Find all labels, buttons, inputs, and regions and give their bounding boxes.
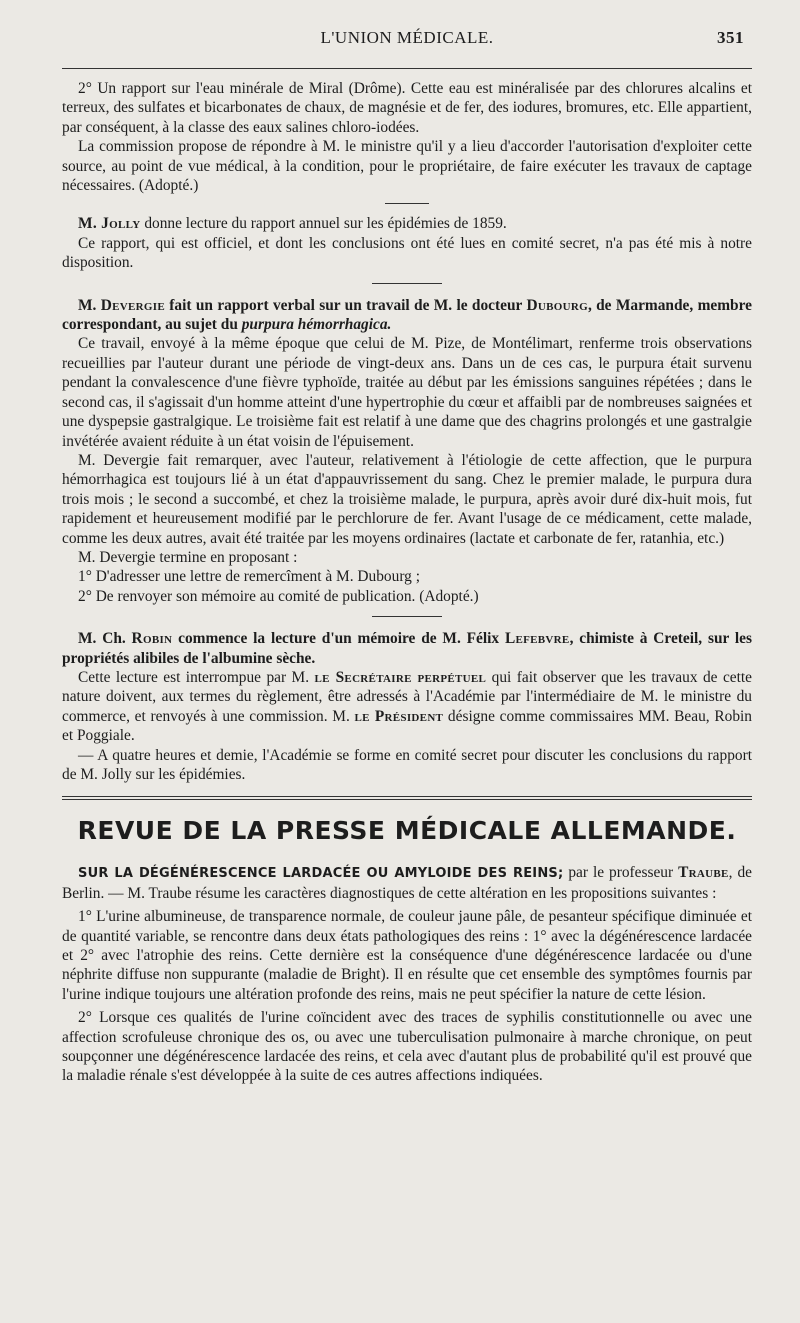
separator-rule [372,283,442,284]
name-devergie: Devergie [100,296,165,314]
name-robin: Robin [131,630,173,648]
title-secretaire: le Secrétaire perpétuel [314,668,487,686]
paragraph-traube-lead: SUR LA DÉGÉNÉRESCENCE LARDACÉE OU AMYLOIDE DES REINS; par le professeur Traube, de Berlin. — M. Traube résume les caractères diagnostiques de cette altération en les propositions suivantes : [62,864,752,902]
paragraph-proposition-1: 1° L'urine albumineuse, de transparence normale, de couleur jaune pâle, de pesanteur spécifique diminuée et de quantité variable, se rencontre dans deux états pathologiques des reins : 1° avec la dégénérescence lardacée et 2° avec l'atrophie des reins. Cette dernière est la conséquence d'une dégénérescence lardacée ou d'une néphrite diffuse non suppurante (maladie de Bright). Il en résulte que cet ensemble des symptômes fournis par l'urine indique toujours une altération profonde des reins, mais ne peut spécifier la nature de cette lésion. [62,908,752,1003]
running-title: L'UNION MÉDICALE. [320,28,494,47]
list-item-thanks: 1° D'adresser une lettre de remercîment à M. Dubourg ; [78,568,420,586]
list-item-publication: 2° De renvoyer son mémoire au comité de publication. (Adopté.) [78,587,479,605]
paragraph-miral-report: 2° Un rapport sur l'eau minérale de Miral (Drôme). Cette eau est minéralisée par des chlorures alcalins et terreux, des sulfates et bicarbonates de chaux, de magnésie et de fer, des iodures, bromures, etc. Elle appartient, par conséquent, à la classe des eaux salines chloro-iodées. [62,80,752,136]
paragraph-secret-committee: — A quatre heures et demie, l'Académie se forme en comité secret pour discuter les conclusions du rapport de M. Jolly sur les épidémies. [62,746,752,783]
paragraph-devergie-report: M. Devergie fait un rapport verbal sur un travail de M. le docteur Dubourg, de Marmande, membre correspondant, au sujet du purpura hémorrhagica. [62,296,752,334]
name-traube: Traube [678,864,729,882]
section-divider [62,796,752,800]
paragraph-three-observations: Ce travail, envoyé à la même époque que celui de M. Pize, de Montélimart, renferme trois observations recueillies par l'auteur durant une période de vingt-deux ans. Dans un de ces cas, le purpura était survenu pendant la convalescence d'une fièvre typhoïde, traitée au début par les émissions sanguines répétées ; dans le second cas, il s'agissait d'un homme atteint d'une hypertrophie du cœur et affaibli par de nombreuses saignées et une dyspepsie gastralgique. Le troisième fait est relatif à une dame que des chagrins prolongés et une gastralgie invétérée avaient réduite à un état voisin de l'épuisement. [62,335,752,450]
separator-rule [385,203,429,204]
separator-rule [372,616,442,617]
paragraph-interruption: Cette lecture est interrompue par M. le Secrétaire perpétuel qui fait observer que les travaux de cette nature doivent, aux termes du règlement, être adressés à l'Académie par l'intermédiaire de M. le ministre du commerce, et renvoyés à une commission. M. le Président désigne comme commissaires MM. Beau, Robin et Poggiale. [62,668,752,745]
name-lefebvre: Lefebvre [504,630,570,648]
paragraph-etiology: M. Devergie fait remarquer, avec l'auteur, relativement à l'étiologie de cette affection, que le purpura hémorrhagica est toujours lié à un état d'appauvrissement du sang. Chez le premier malade, le purpura dura trois mois ; le second a succombé, et chez la troisième malade, le purpura, après avoir duré dix-huit mois, fut rapidement et heureusement modifié par le perchlorure de fer. Avant l'usage de ce médicament, cette malade, comme les deux autres, avait été traitée par les moyens ordinaires (lactate et carbonate de fer, ratanhia, etc.) [62,451,752,547]
paragraph-proposal: M. Devergie termine en proposant : [78,548,298,566]
paragraph-robin-reading: M. Ch. Robin commence la lecture d'un mémoire de M. Félix Lefebvre, chimiste à Creteil, sur les propriétés alibiles de l'albumine sèche. [62,630,752,667]
header-rule [62,68,752,69]
paragraph-jolly: M. Jolly donne lecture du rapport annuel sur les épidémies de 1859. [78,215,507,233]
running-header [62,24,752,54]
article-heading: SUR LA DÉGÉNÉRESCENCE LARDACÉE OU AMYLOIDE DES REINS; [78,866,564,882]
section-title: REVUE DE LA PRESSE MÉDICALE ALLEMANDE. [77,816,737,846]
paragraph-commission-proposal: La commission propose de répondre à M. le ministre qu'il y a lieu d'accorder l'autorisation d'exploiter cette source, au point de vue médical, à la condition, pour le propriétaire, de faire exécuter les travaux de captage nécessaires. (Adopté.) [62,138,752,195]
term-purpura: purpura hémorrhagica. [241,316,392,334]
paragraph-official-report: Ce rapport, qui est officiel, et dont les conclusions ont été lues en comité secret, n'a pas été mis à notre disposition. [62,234,752,272]
title-president: le Président [354,707,444,725]
paragraph-proposition-2: 2° Lorsque ces qualités de l'urine coïncident avec des traces de syphilis constitutionnelle ou avec une affection scrofuleuse chronique des os, ou avec une tuberculisation pulmonaire à marche chronique, on peut soupçonner une dégénérescence lardacée des reins, et cela avec d'autant plus de probabilité qu'il est prouvé que la maladie rénale s'est développée à la suite de ces autres affections indiquées. [62,1009,752,1085]
name-dubourg: Dubourg [526,296,588,314]
page-number: 351 [717,28,744,47]
name-jolly: M. Jolly [78,215,141,233]
